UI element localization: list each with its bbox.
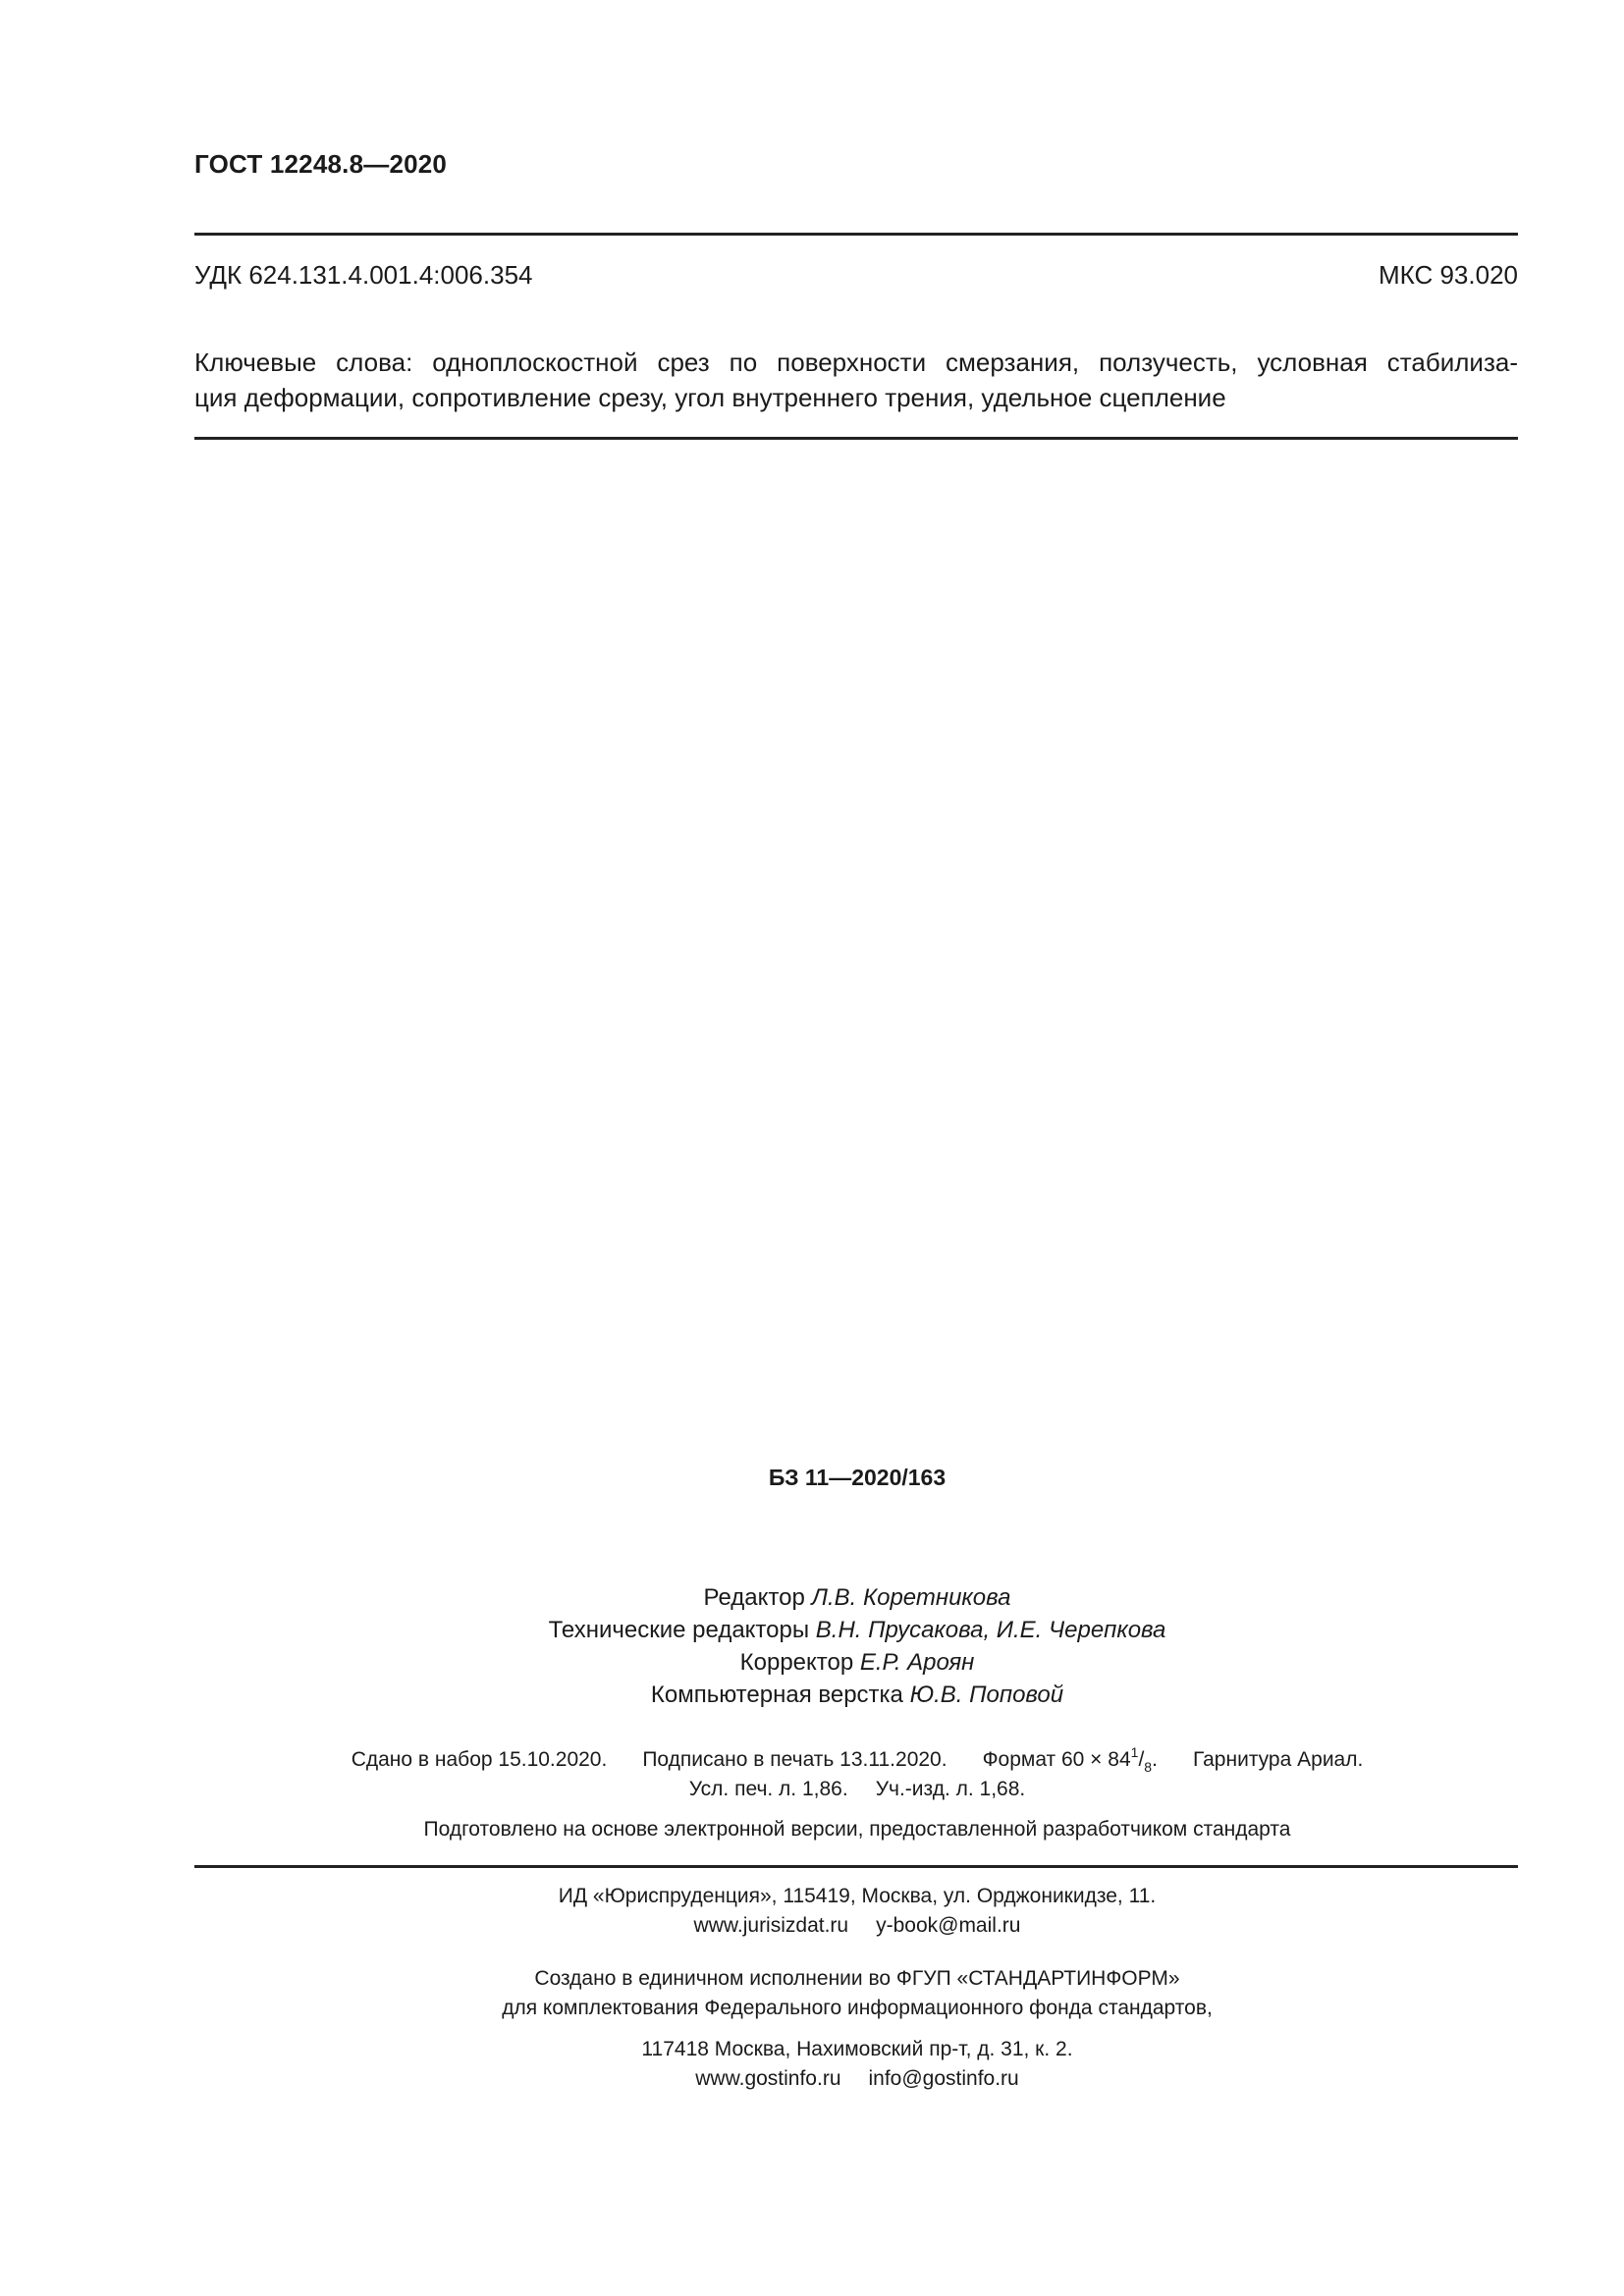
document-id-header: ГОСТ 12248.8—2020 — [194, 149, 448, 179]
udk-code: УДК 624.131.4.001.4:006.354 — [194, 260, 533, 290]
created-email: info@gostinfo.ru — [868, 2067, 1019, 2090]
credit-role: Редактор — [703, 1584, 805, 1611]
credit-corrector — [0, 1646, 1624, 1679]
keywords-line-2: ция деформации, сопротивление срезу, угол внутреннего трения, удельное сцепление — [194, 383, 1226, 412]
keywords-line-1: Ключевые слова: одноплоскостной срез по поверхности смерзания, ползучесть, условная стабилиза- — [194, 347, 1518, 377]
credit-role: Компьютерная верстка — [650, 1682, 903, 1708]
publisher-contacts — [0, 1911, 1624, 1941]
created-block — [0, 1964, 1624, 2094]
classification-row — [194, 260, 1518, 291]
credit-person: Л.В. Коретникова — [811, 1584, 1011, 1611]
print-info-line-1 — [0, 1745, 1624, 1775]
publisher-email: y-book@mail.ru — [876, 1914, 1021, 1937]
publishing-sheets: Уч.-изд. л. 1,68. — [875, 1778, 1026, 1800]
keywords-block — [194, 345, 1518, 415]
publisher-address: ИД «Юриспруденция», 115419, Москва, ул. Орджоникидзе, 11. — [558, 1885, 1157, 1907]
keywords-divider — [194, 437, 1518, 440]
publisher-divider — [194, 1865, 1518, 1868]
credit-tech-editors — [0, 1614, 1624, 1646]
created-line-2: для комплектования Федерального информационного фонда стандартов, — [502, 1997, 1213, 2019]
mks-code: МКС 93.020 — [1378, 260, 1518, 290]
format-info: Формат $60 \times 84^1/_8$. — [982, 1744, 1158, 1775]
publisher-block — [0, 1882, 1624, 1941]
publisher-website: www.jurisizdat.ru — [693, 1914, 849, 1937]
typeface-info: Гарнитура Ариал. — [1192, 1748, 1364, 1771]
signed-date: Подписано в печать 13.11.2020. — [642, 1748, 947, 1771]
credit-layout — [0, 1679, 1624, 1711]
created-line-1: Создано в единичном исполнении во ФГУП «СТАНДАРТИНФОРМ» — [534, 1967, 1180, 1990]
credit-person: Е.Р. Ароян — [859, 1649, 975, 1676]
print-info-line-2 — [0, 1775, 1624, 1804]
credit-editor — [0, 1581, 1624, 1614]
created-contacts — [0, 2064, 1624, 2094]
print-sheets: Усл. печ. л. 1,86. — [688, 1778, 848, 1800]
top-divider — [194, 233, 1518, 236]
created-address: 117418 Москва, Нахимовский пр-т, д. 31, к. 2. — [641, 2038, 1073, 2060]
submitted-date: Сдано в набор 15.10.2020. — [351, 1748, 608, 1771]
bz-number: БЗ 11—2020/163 — [768, 1465, 947, 1490]
credit-person: В.Н. Прусакова, И.Е. Черепкова — [815, 1617, 1166, 1643]
prepared-note: Подготовлено на основе электронной версии, предоставленной разработчиком стандарта — [423, 1818, 1291, 1841]
print-info-block — [0, 1745, 1624, 1804]
created-website: www.gostinfo.ru — [695, 2067, 841, 2090]
credit-person: Ю.В. Поповой — [909, 1682, 1064, 1708]
credit-role: Технические редакторы — [548, 1617, 810, 1643]
credits-block — [0, 1581, 1624, 1711]
credit-role: Корректор — [739, 1649, 854, 1676]
